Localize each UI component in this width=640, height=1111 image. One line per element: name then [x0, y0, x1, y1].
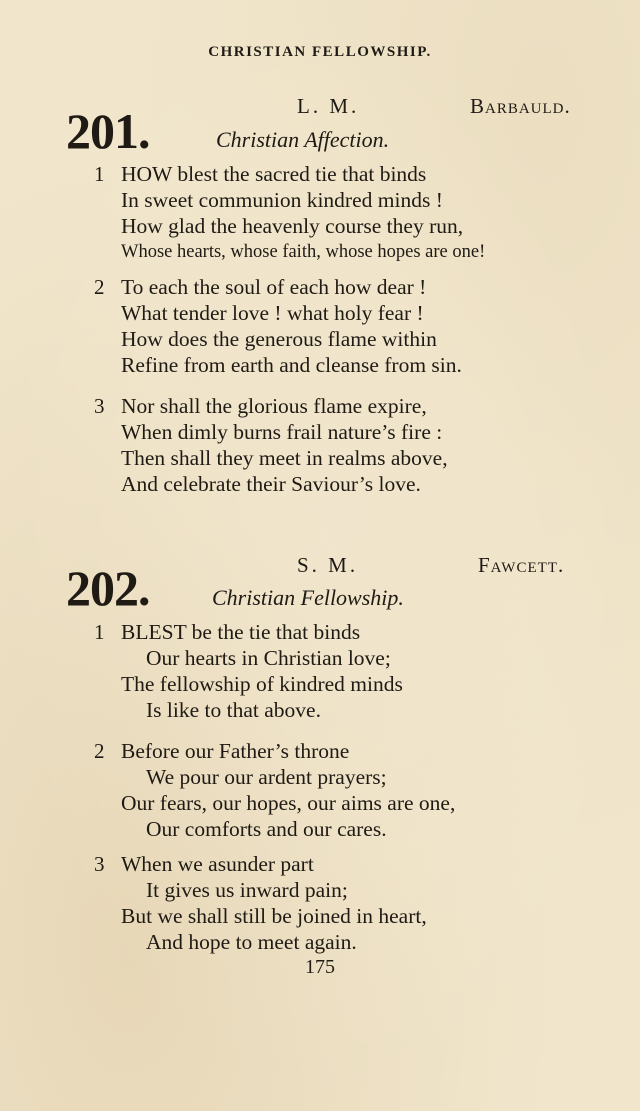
verse-line: Refine from earth and cleanse from sin.	[121, 353, 462, 377]
verse-line: And celebrate their Saviour’s love.	[121, 472, 421, 496]
verse-number: 1	[94, 162, 105, 186]
hymn-author: Fawcett.	[478, 553, 565, 577]
verse-line: How does the generous flame within	[121, 327, 437, 351]
verse-number: 2	[94, 739, 105, 763]
verse-line: Nor shall the glorious flame expire,	[121, 394, 427, 418]
hymn-meter: L. M.	[297, 94, 360, 118]
hymn-number: 201.	[66, 103, 150, 159]
verse-line: What tender love ! what holy fear !	[121, 301, 424, 325]
hymn-number: 202.	[66, 560, 150, 616]
verse-line: When we asunder part	[121, 852, 314, 876]
verse-line: Our comforts and our cares.	[146, 817, 387, 841]
verse-line: It gives us inward pain;	[146, 878, 348, 902]
hymn-meter: S. M.	[297, 553, 359, 577]
verse-line: In sweet communion kindred minds !	[121, 188, 443, 212]
running-head: CHRISTIAN FELLOWSHIP.	[208, 44, 432, 60]
verse-line: Then shall they meet in realms above,	[121, 446, 448, 470]
page-number: 175	[305, 956, 335, 978]
verse-line: And hope to meet again.	[146, 930, 357, 954]
verse-line: We pour our ardent prayers;	[146, 765, 387, 789]
verse-line: BLEST be the tie that binds	[121, 620, 361, 644]
verse-number: 3	[94, 394, 105, 418]
hymn-title: Christian Fellowship.	[212, 585, 404, 610]
verse-line: How glad the heavenly course they run,	[121, 214, 464, 238]
verse-line: Before our Father’s throne	[121, 739, 350, 763]
verse-line: Our fears, our hopes, our aims are one,	[121, 791, 456, 815]
verse-line: But we shall still be joined in heart,	[121, 904, 427, 928]
verse-number: 1	[94, 620, 105, 644]
verse-line: Is like to that above.	[146, 698, 321, 722]
verse-line: Our hearts in Christian love;	[146, 646, 391, 670]
hymn-title: Christian Affection.	[216, 127, 390, 152]
verse-line: To each the soul of each how dear !	[121, 275, 427, 299]
verse-line: The fellowship of kindred minds	[121, 672, 403, 696]
verse-line: When dimly burns frail nature’s fire :	[121, 420, 443, 444]
verse-number: 3	[94, 852, 105, 876]
verse-line: HOW blest the sacred tie that binds	[121, 162, 427, 186]
verse-number: 2	[94, 275, 105, 299]
verse-line: Whose hearts, whose faith, whose hopes are one!	[121, 242, 486, 262]
hymn-author: Barbauld.	[470, 94, 571, 118]
